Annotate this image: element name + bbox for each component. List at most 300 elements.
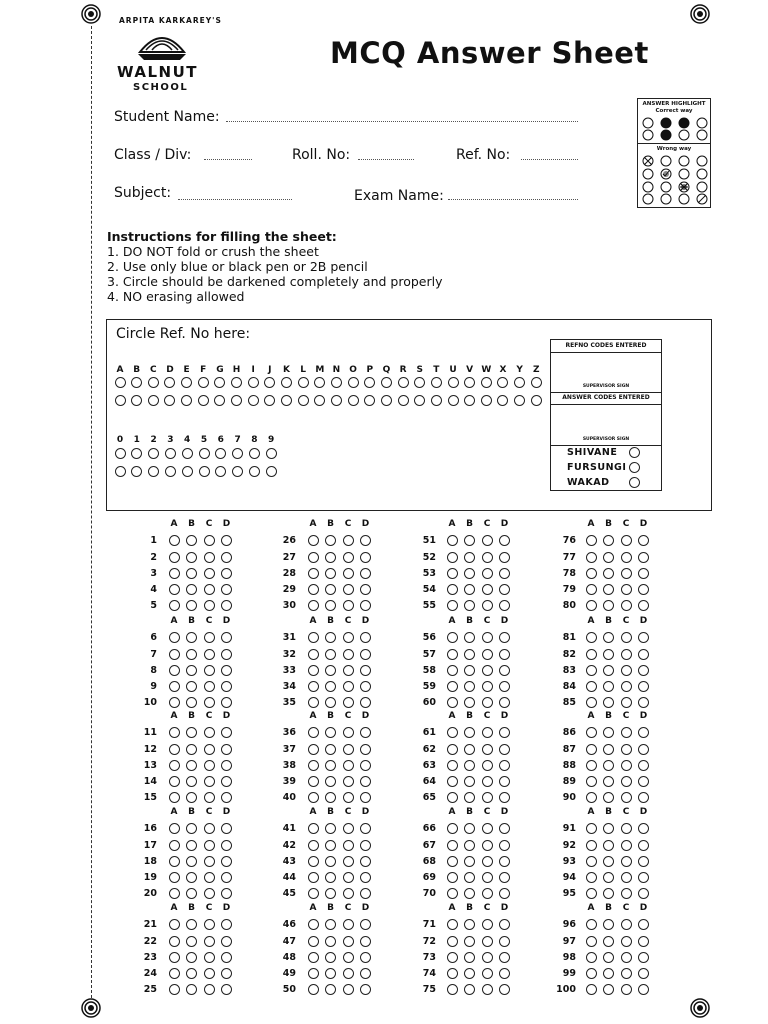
answer-bubble[interactable]: [499, 823, 510, 834]
answer-bubble[interactable]: [638, 697, 649, 708]
answer-bubble[interactable]: [621, 776, 632, 787]
answer-bubble[interactable]: [169, 856, 180, 867]
answer-bubble[interactable]: [603, 665, 614, 676]
ref-digit-bubble[interactable]: [182, 448, 193, 459]
answer-bubble[interactable]: [204, 665, 215, 676]
answer-bubble[interactable]: [638, 840, 649, 851]
centre-bubble[interactable]: [629, 447, 640, 458]
answer-bubble[interactable]: [603, 872, 614, 883]
answer-bubble[interactable]: [499, 776, 510, 787]
answer-bubble[interactable]: [221, 600, 232, 611]
ref-letter-bubble[interactable]: [431, 395, 442, 406]
answer-bubble[interactable]: [447, 552, 458, 563]
answer-bubble[interactable]: [621, 792, 632, 803]
answer-bubble[interactable]: [169, 535, 180, 546]
answer-bubble[interactable]: [621, 984, 632, 995]
answer-bubble[interactable]: [603, 649, 614, 660]
answer-bubble[interactable]: [447, 697, 458, 708]
answer-bubble[interactable]: [482, 584, 493, 595]
answer-bubble[interactable]: [169, 823, 180, 834]
answer-bubble[interactable]: [221, 697, 232, 708]
answer-bubble[interactable]: [343, 872, 354, 883]
answer-bubble[interactable]: [603, 681, 614, 692]
answer-bubble[interactable]: [464, 872, 475, 883]
answer-bubble[interactable]: [343, 535, 354, 546]
answer-bubble[interactable]: [343, 919, 354, 930]
answer-bubble[interactable]: [186, 584, 197, 595]
answer-bubble[interactable]: [447, 649, 458, 660]
answer-bubble[interactable]: [204, 760, 215, 771]
answer-bubble[interactable]: [186, 792, 197, 803]
answer-bubble[interactable]: [482, 840, 493, 851]
answer-bubble[interactable]: [482, 984, 493, 995]
answer-bubble[interactable]: [586, 665, 597, 676]
answer-bubble[interactable]: [621, 727, 632, 738]
answer-bubble[interactable]: [221, 632, 232, 643]
answer-bubble[interactable]: [308, 952, 319, 963]
answer-bubble[interactable]: [169, 872, 180, 883]
answer-bubble[interactable]: [186, 552, 197, 563]
answer-bubble[interactable]: [360, 968, 371, 979]
answer-bubble[interactable]: [447, 665, 458, 676]
answer-bubble[interactable]: [621, 968, 632, 979]
answer-bubble[interactable]: [586, 535, 597, 546]
answer-bubble[interactable]: [308, 697, 319, 708]
answer-bubble[interactable]: [308, 649, 319, 660]
ref-letter-bubble[interactable]: [198, 395, 209, 406]
answer-bubble[interactable]: [308, 888, 319, 899]
answer-bubble[interactable]: [638, 584, 649, 595]
answer-bubble[interactable]: [186, 984, 197, 995]
answer-bubble[interactable]: [360, 936, 371, 947]
answer-bubble[interactable]: [169, 681, 180, 692]
ref-letter-bubble[interactable]: [281, 377, 292, 388]
answer-bubble[interactable]: [325, 649, 336, 660]
answer-bubble[interactable]: [447, 919, 458, 930]
answer-bubble[interactable]: [169, 697, 180, 708]
answer-bubble[interactable]: [360, 760, 371, 771]
answer-bubble[interactable]: [482, 552, 493, 563]
answer-bubble[interactable]: [603, 952, 614, 963]
answer-bubble[interactable]: [499, 584, 510, 595]
answer-bubble[interactable]: [169, 984, 180, 995]
answer-bubble[interactable]: [586, 776, 597, 787]
ref-letter-bubble[interactable]: [398, 395, 409, 406]
answer-bubble[interactable]: [464, 600, 475, 611]
answer-bubble[interactable]: [360, 744, 371, 755]
answer-bubble[interactable]: [325, 632, 336, 643]
answer-bubble[interactable]: [308, 968, 319, 979]
answer-bubble[interactable]: [204, 568, 215, 579]
answer-bubble[interactable]: [221, 776, 232, 787]
answer-bubble[interactable]: [221, 681, 232, 692]
answer-bubble[interactable]: [169, 936, 180, 947]
answer-bubble[interactable]: [186, 840, 197, 851]
answer-bubble[interactable]: [325, 727, 336, 738]
answer-bubble[interactable]: [603, 600, 614, 611]
answer-bubble[interactable]: [204, 727, 215, 738]
ref-no-field[interactable]: [521, 159, 578, 160]
answer-bubble[interactable]: [482, 936, 493, 947]
answer-bubble[interactable]: [621, 535, 632, 546]
answer-bubble[interactable]: [447, 760, 458, 771]
ref-digit-bubble[interactable]: [199, 448, 210, 459]
answer-bubble[interactable]: [169, 919, 180, 930]
answer-bubble[interactable]: [586, 600, 597, 611]
answer-bubble[interactable]: [638, 744, 649, 755]
answer-bubble[interactable]: [343, 823, 354, 834]
answer-bubble[interactable]: [603, 856, 614, 867]
answer-bubble[interactable]: [325, 856, 336, 867]
answer-bubble[interactable]: [638, 872, 649, 883]
answer-bubble[interactable]: [308, 776, 319, 787]
answer-bubble[interactable]: [325, 568, 336, 579]
answer-bubble[interactable]: [308, 727, 319, 738]
ref-letter-bubble[interactable]: [348, 377, 359, 388]
answer-bubble[interactable]: [621, 823, 632, 834]
answer-bubble[interactable]: [360, 584, 371, 595]
answer-bubble[interactable]: [169, 968, 180, 979]
answer-bubble[interactable]: [360, 727, 371, 738]
answer-bubble[interactable]: [169, 952, 180, 963]
answer-bubble[interactable]: [186, 919, 197, 930]
answer-bubble[interactable]: [482, 727, 493, 738]
answer-bubble[interactable]: [308, 552, 319, 563]
answer-bubble[interactable]: [204, 600, 215, 611]
answer-bubble[interactable]: [447, 727, 458, 738]
answer-bubble[interactable]: [360, 665, 371, 676]
answer-bubble[interactable]: [343, 727, 354, 738]
answer-bubble[interactable]: [186, 856, 197, 867]
answer-bubble[interactable]: [169, 649, 180, 660]
answer-bubble[interactable]: [499, 727, 510, 738]
answer-bubble[interactable]: [221, 792, 232, 803]
answer-bubble[interactable]: [447, 584, 458, 595]
answer-bubble[interactable]: [186, 727, 197, 738]
answer-bubble[interactable]: [464, 888, 475, 899]
ref-letter-bubble[interactable]: [148, 395, 159, 406]
answer-bubble[interactable]: [482, 792, 493, 803]
answer-bubble[interactable]: [482, 856, 493, 867]
answer-bubble[interactable]: [221, 727, 232, 738]
answer-bubble[interactable]: [638, 727, 649, 738]
answer-bubble[interactable]: [204, 552, 215, 563]
answer-bubble[interactable]: [603, 823, 614, 834]
answer-bubble[interactable]: [499, 632, 510, 643]
answer-bubble[interactable]: [603, 792, 614, 803]
answer-bubble[interactable]: [325, 792, 336, 803]
answer-bubble[interactable]: [586, 919, 597, 930]
answer-bubble[interactable]: [586, 681, 597, 692]
ref-digit-bubble[interactable]: [182, 466, 193, 477]
answer-bubble[interactable]: [638, 665, 649, 676]
answer-bubble[interactable]: [360, 984, 371, 995]
answer-bubble[interactable]: [464, 760, 475, 771]
answer-bubble[interactable]: [360, 697, 371, 708]
answer-bubble[interactable]: [464, 649, 475, 660]
answer-bubble[interactable]: [204, 840, 215, 851]
answer-bubble[interactable]: [325, 600, 336, 611]
answer-bubble[interactable]: [464, 792, 475, 803]
answer-bubble[interactable]: [586, 760, 597, 771]
answer-bubble[interactable]: [586, 840, 597, 851]
answer-bubble[interactable]: [343, 600, 354, 611]
answer-bubble[interactable]: [638, 632, 649, 643]
answer-bubble[interactable]: [603, 919, 614, 930]
answer-bubble[interactable]: [308, 760, 319, 771]
answer-bubble[interactable]: [603, 888, 614, 899]
answer-bubble[interactable]: [482, 888, 493, 899]
answer-bubble[interactable]: [586, 952, 597, 963]
answer-bubble[interactable]: [343, 968, 354, 979]
answer-bubble[interactable]: [343, 792, 354, 803]
answer-bubble[interactable]: [360, 632, 371, 643]
answer-bubble[interactable]: [603, 568, 614, 579]
answer-bubble[interactable]: [204, 936, 215, 947]
answer-bubble[interactable]: [169, 584, 180, 595]
answer-bubble[interactable]: [499, 535, 510, 546]
answer-bubble[interactable]: [621, 856, 632, 867]
answer-bubble[interactable]: [343, 744, 354, 755]
answer-bubble[interactable]: [221, 744, 232, 755]
answer-bubble[interactable]: [464, 823, 475, 834]
ref-letter-bubble[interactable]: [231, 377, 242, 388]
answer-bubble[interactable]: [482, 665, 493, 676]
answer-bubble[interactable]: [638, 568, 649, 579]
answer-bubble[interactable]: [447, 600, 458, 611]
answer-bubble[interactable]: [603, 840, 614, 851]
answer-bubble[interactable]: [447, 872, 458, 883]
answer-bubble[interactable]: [186, 936, 197, 947]
answer-bubble[interactable]: [621, 872, 632, 883]
answer-bubble[interactable]: [221, 584, 232, 595]
answer-bubble[interactable]: [221, 823, 232, 834]
ref-digit-bubble[interactable]: [165, 448, 176, 459]
answer-bubble[interactable]: [360, 840, 371, 851]
answer-bubble[interactable]: [343, 568, 354, 579]
answer-bubble[interactable]: [204, 632, 215, 643]
answer-bubble[interactable]: [603, 552, 614, 563]
ref-letter-bubble[interactable]: [331, 377, 342, 388]
answer-bubble[interactable]: [221, 552, 232, 563]
answer-bubble[interactable]: [482, 919, 493, 930]
answer-bubble[interactable]: [586, 584, 597, 595]
answer-bubble[interactable]: [447, 823, 458, 834]
answer-bubble[interactable]: [308, 600, 319, 611]
ref-letter-bubble[interactable]: [298, 395, 309, 406]
answer-bubble[interactable]: [621, 681, 632, 692]
answer-bubble[interactable]: [360, 823, 371, 834]
answer-bubble[interactable]: [204, 584, 215, 595]
ref-letter-bubble[interactable]: [298, 377, 309, 388]
answer-bubble[interactable]: [447, 936, 458, 947]
answer-bubble[interactable]: [308, 792, 319, 803]
answer-bubble[interactable]: [360, 600, 371, 611]
answer-bubble[interactable]: [603, 727, 614, 738]
answer-bubble[interactable]: [308, 823, 319, 834]
ref-digit-bubble[interactable]: [115, 466, 126, 477]
answer-bubble[interactable]: [169, 568, 180, 579]
answer-bubble[interactable]: [447, 681, 458, 692]
answer-bubble[interactable]: [464, 952, 475, 963]
answer-bubble[interactable]: [638, 681, 649, 692]
answer-bubble[interactable]: [638, 952, 649, 963]
answer-bubble[interactable]: [360, 568, 371, 579]
answer-bubble[interactable]: [603, 984, 614, 995]
answer-bubble[interactable]: [586, 552, 597, 563]
answer-bubble[interactable]: [482, 968, 493, 979]
answer-bubble[interactable]: [169, 760, 180, 771]
answer-bubble[interactable]: [204, 792, 215, 803]
ref-letter-bubble[interactable]: [115, 377, 126, 388]
answer-bubble[interactable]: [343, 552, 354, 563]
answer-bubble[interactable]: [499, 984, 510, 995]
answer-bubble[interactable]: [221, 919, 232, 930]
answer-bubble[interactable]: [603, 535, 614, 546]
answer-bubble[interactable]: [447, 952, 458, 963]
answer-bubble[interactable]: [221, 840, 232, 851]
answer-bubble[interactable]: [325, 984, 336, 995]
answer-bubble[interactable]: [308, 744, 319, 755]
answer-bubble[interactable]: [308, 632, 319, 643]
answer-bubble[interactable]: [499, 665, 510, 676]
answer-bubble[interactable]: [482, 649, 493, 660]
answer-bubble[interactable]: [447, 535, 458, 546]
answer-bubble[interactable]: [169, 727, 180, 738]
answer-bubble[interactable]: [186, 888, 197, 899]
answer-bubble[interactable]: [325, 744, 336, 755]
answer-bubble[interactable]: [221, 760, 232, 771]
answer-bubble[interactable]: [186, 697, 197, 708]
answer-bubble[interactable]: [638, 649, 649, 660]
answer-bubble[interactable]: [603, 697, 614, 708]
ref-digit-bubble[interactable]: [249, 466, 260, 477]
answer-bubble[interactable]: [621, 568, 632, 579]
ref-letter-bubble[interactable]: [531, 395, 542, 406]
answer-bubble[interactable]: [621, 952, 632, 963]
answer-bubble[interactable]: [221, 952, 232, 963]
answer-bubble[interactable]: [482, 952, 493, 963]
answer-bubble[interactable]: [638, 856, 649, 867]
answer-bubble[interactable]: [464, 936, 475, 947]
answer-bubble[interactable]: [464, 856, 475, 867]
answer-bubble[interactable]: [586, 649, 597, 660]
answer-bubble[interactable]: [308, 936, 319, 947]
answer-bubble[interactable]: [186, 535, 197, 546]
ref-digit-bubble[interactable]: [266, 448, 277, 459]
answer-bubble[interactable]: [169, 888, 180, 899]
answer-bubble[interactable]: [204, 968, 215, 979]
ref-letter-bubble[interactable]: [431, 377, 442, 388]
answer-bubble[interactable]: [186, 760, 197, 771]
answer-bubble[interactable]: [221, 535, 232, 546]
answer-bubble[interactable]: [464, 984, 475, 995]
answer-bubble[interactable]: [447, 856, 458, 867]
answer-bubble[interactable]: [447, 568, 458, 579]
answer-bubble[interactable]: [603, 760, 614, 771]
answer-bubble[interactable]: [186, 823, 197, 834]
ref-letter-bubble[interactable]: [381, 395, 392, 406]
ref-digit-bubble[interactable]: [115, 448, 126, 459]
answer-bubble[interactable]: [186, 952, 197, 963]
answer-bubble[interactable]: [447, 968, 458, 979]
answer-bubble[interactable]: [482, 600, 493, 611]
answer-bubble[interactable]: [586, 936, 597, 947]
answer-bubble[interactable]: [308, 840, 319, 851]
answer-bubble[interactable]: [325, 776, 336, 787]
answer-bubble[interactable]: [621, 760, 632, 771]
answer-bubble[interactable]: [499, 952, 510, 963]
answer-bubble[interactable]: [586, 823, 597, 834]
answer-bubble[interactable]: [638, 984, 649, 995]
answer-bubble[interactable]: [325, 823, 336, 834]
answer-bubble[interactable]: [325, 535, 336, 546]
answer-bubble[interactable]: [325, 552, 336, 563]
answer-bubble[interactable]: [360, 952, 371, 963]
answer-bubble[interactable]: [308, 568, 319, 579]
answer-bubble[interactable]: [621, 888, 632, 899]
exam-name-field[interactable]: [448, 199, 578, 200]
ref-letter-bubble[interactable]: [448, 395, 459, 406]
answer-bubble[interactable]: [621, 665, 632, 676]
answer-bubble[interactable]: [603, 744, 614, 755]
answer-bubble[interactable]: [586, 727, 597, 738]
answer-bubble[interactable]: [169, 776, 180, 787]
answer-bubble[interactable]: [308, 872, 319, 883]
answer-bubble[interactable]: [325, 697, 336, 708]
answer-bubble[interactable]: [360, 888, 371, 899]
answer-bubble[interactable]: [308, 535, 319, 546]
answer-bubble[interactable]: [186, 968, 197, 979]
answer-bubble[interactable]: [464, 919, 475, 930]
answer-bubble[interactable]: [638, 535, 649, 546]
answer-bubble[interactable]: [638, 968, 649, 979]
answer-bubble[interactable]: [343, 984, 354, 995]
answer-bubble[interactable]: [221, 968, 232, 979]
answer-bubble[interactable]: [586, 792, 597, 803]
answer-bubble[interactable]: [308, 584, 319, 595]
answer-bubble[interactable]: [499, 792, 510, 803]
ref-letter-bubble[interactable]: [281, 395, 292, 406]
answer-bubble[interactable]: [221, 984, 232, 995]
answer-bubble[interactable]: [325, 936, 336, 947]
answer-bubble[interactable]: [325, 872, 336, 883]
ref-letter-bubble[interactable]: [231, 395, 242, 406]
answer-bubble[interactable]: [499, 681, 510, 692]
answer-bubble[interactable]: [204, 888, 215, 899]
answer-bubble[interactable]: [499, 840, 510, 851]
answer-bubble[interactable]: [343, 776, 354, 787]
answer-bubble[interactable]: [482, 535, 493, 546]
answer-bubble[interactable]: [360, 856, 371, 867]
answer-bubble[interactable]: [621, 600, 632, 611]
ref-digit-bubble[interactable]: [165, 466, 176, 477]
answer-bubble[interactable]: [603, 936, 614, 947]
answer-bubble[interactable]: [621, 552, 632, 563]
answer-bubble[interactable]: [586, 697, 597, 708]
answer-bubble[interactable]: [343, 760, 354, 771]
answer-bubble[interactable]: [343, 888, 354, 899]
ref-letter-bubble[interactable]: [331, 395, 342, 406]
answer-bubble[interactable]: [482, 681, 493, 692]
answer-bubble[interactable]: [638, 936, 649, 947]
answer-bubble[interactable]: [186, 872, 197, 883]
answer-bubble[interactable]: [499, 552, 510, 563]
answer-bubble[interactable]: [343, 952, 354, 963]
ref-letter-bubble[interactable]: [381, 377, 392, 388]
answer-bubble[interactable]: [343, 632, 354, 643]
answer-bubble[interactable]: [499, 697, 510, 708]
